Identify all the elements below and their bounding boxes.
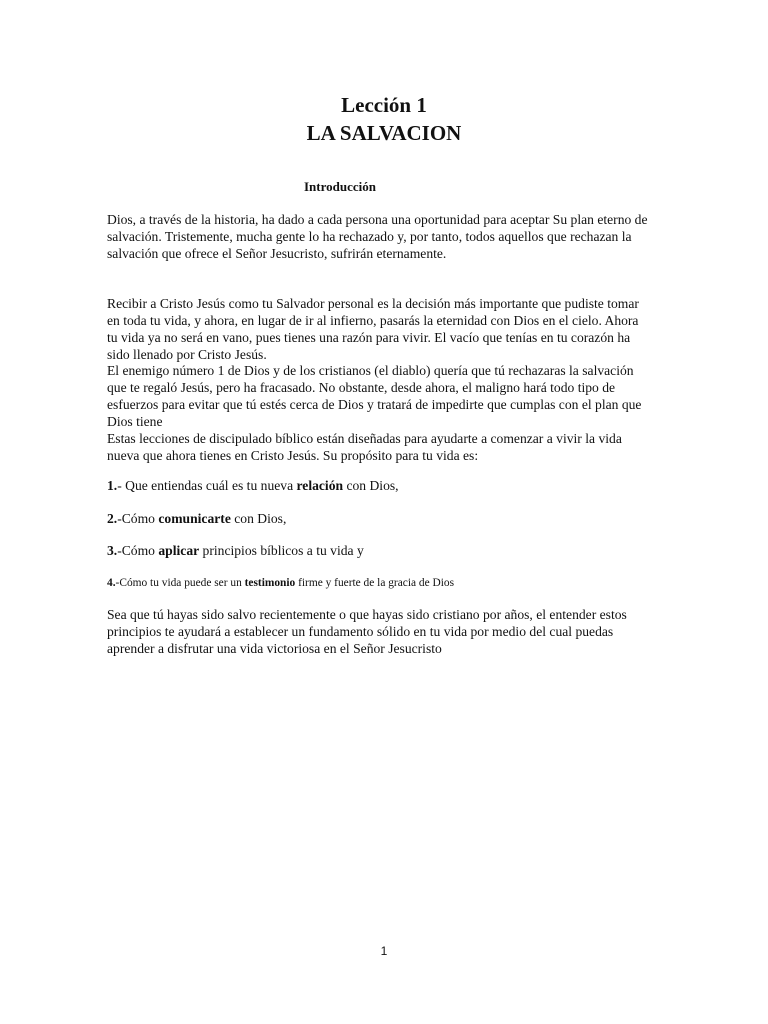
list-item-text: principios bíblicos a tu vida y [199, 543, 364, 558]
paragraph-line: salvación que ofrece el Señor Jesucristo, sufrirán eternamente. [107, 246, 447, 261]
list-item [107, 542, 364, 559]
list-item-text: con Dios, [343, 478, 399, 493]
list-item-number: 1. [107, 478, 118, 493]
paragraph-line: en toda tu vida, y ahora, en lugar de ir al infierno, pasarás la eternidad con Dios en el cielo. Ahora [107, 313, 639, 328]
paragraph-line: El enemigo número 1 de Dios y de los cristianos (el diablo) quería que tú rechazaras la salvación [107, 363, 634, 378]
paragraph-line: esfuerzos para evitar que tú estés cerca de Dios y tratará de impedirte que cumplas con el plan que [107, 397, 642, 412]
paragraph-line: salvación. Tristemente, mucha gente lo ha rechazado y, por tanto, todos aquellos que rechazan la [107, 229, 632, 244]
list-item-emphasis: relación [296, 478, 344, 493]
paragraph-line: aprender a disfrutar una vida victoriosa en el Señor Jesucristo [107, 641, 442, 656]
list-item-number: 4. [107, 577, 116, 589]
lesson-subtitle: LA SALVACION [306, 121, 462, 145]
list-item [107, 575, 454, 592]
paragraph-intro [107, 211, 667, 262]
list-item-text: -Cómo [117, 511, 159, 526]
list-item-number: 2. [107, 511, 118, 526]
paragraph-line: Estas lecciones de discipulado bíblico están diseñadas para ayudarte a comenzar a vivir la vida [107, 431, 622, 446]
paragraph-line: Sea que tú hayas sido salvo recientemente o que hayas sido cristiano por años, el entender estos [107, 607, 627, 622]
intro-heading: Introducción [304, 179, 376, 194]
paragraph-line: principios te ayudará a establecer un fundamento sólido en tu vida por medio del cual puedas [107, 624, 614, 639]
paragraph-line: nueva que ahora tienes en Cristo Jesús. Su propósito para tu vida es: [107, 448, 479, 463]
list-item-text: - Que entiendas cuál es tu nueva [117, 478, 297, 493]
page-number: 1 [380, 944, 388, 958]
paragraph-line: Dios, a través de la historia, ha dado a cada persona una oportunidad para aceptar Su plan eterno de [107, 212, 648, 227]
paragraph-line: tu vida ya no será en vano, pues tienes una razón para vivir. El vacío que tenías en tu corazón ha [107, 330, 631, 345]
paragraph-line: Dios tiene [107, 414, 163, 429]
list-item-text: -Cómo tu vida puede ser un [115, 577, 245, 589]
paragraph-decision [107, 295, 667, 363]
paragraph-line: que te regaló Jesús, pero ha fracasado. No obstante, desde ahora, el maligno hará todo tipo de [107, 380, 616, 395]
paragraph-line: sido llenado por Cristo Jesús. [107, 347, 267, 362]
list-item-text: -Cómo [117, 543, 159, 558]
list-item-emphasis: testimonio [244, 577, 296, 589]
list-item-text: firme y fuerte de la gracia de Dios [295, 577, 455, 589]
list-item [107, 510, 286, 527]
list-item-emphasis: comunicarte [158, 511, 231, 526]
paragraph-line: Recibir a Cristo Jesús como tu Salvador personal es la decisión más importante que pudiste tomar [107, 296, 639, 311]
paragraph-enemy [107, 362, 667, 464]
paragraph-closing [107, 606, 667, 657]
list-item [107, 477, 399, 494]
list-item-emphasis: aplicar [158, 543, 200, 558]
list-item-number: 3. [107, 543, 118, 558]
list-item-text: con Dios, [230, 511, 287, 526]
lesson-title: Lección 1 [341, 93, 427, 117]
